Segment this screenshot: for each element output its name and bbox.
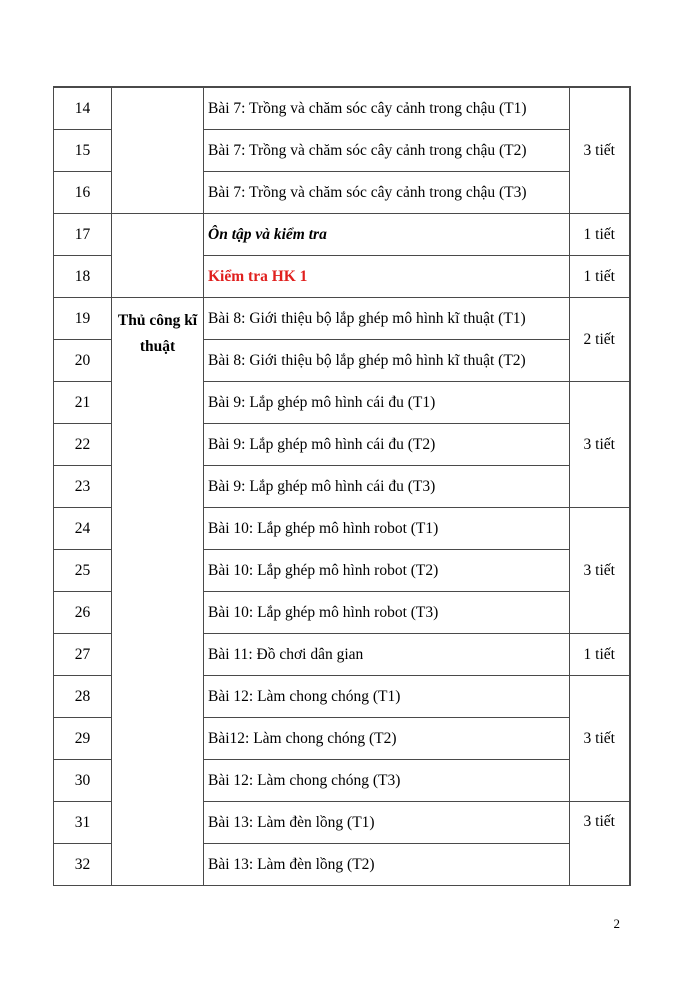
- duration-cell: 3 tiết: [570, 802, 630, 886]
- duration-cell: 3 tiết: [570, 508, 630, 634]
- duration-cell: 2 tiết: [570, 298, 630, 382]
- lesson-title: Bài 10: Lắp ghép mô hình robot (T2): [204, 550, 570, 592]
- lesson-number: 15: [54, 130, 112, 172]
- lesson-number: 18: [54, 256, 112, 298]
- page-number: 2: [613, 916, 620, 931]
- lesson-title: Ôn tập và kiểm tra: [204, 214, 570, 256]
- lesson-title: Bài 12: Làm chong chóng (T3): [204, 760, 570, 802]
- lesson-number: 16: [54, 172, 112, 214]
- lesson-title: Bài 11: Đồ chơi dân gian: [204, 634, 570, 676]
- lesson-number: 29: [54, 718, 112, 760]
- lesson-number: 32: [54, 844, 112, 886]
- lesson-title: Bài 10: Lắp ghép mô hình robot (T1): [204, 508, 570, 550]
- lesson-title: Bài 13: Làm đèn lồng (T2): [204, 844, 570, 886]
- lesson-plan-table: [53, 86, 631, 886]
- table-row: [54, 214, 630, 256]
- lesson-number: 26: [54, 592, 112, 634]
- lesson-title: Bài 13: Làm đèn lồng (T1): [204, 802, 570, 844]
- lesson-number: 23: [54, 466, 112, 508]
- duration-cell: 1 tiết: [570, 256, 630, 298]
- lesson-number: 22: [54, 424, 112, 466]
- lesson-number: 31: [54, 802, 112, 844]
- lesson-title: Bài 7: Trồng và chăm sóc cây cảnh trong chậu (T2): [204, 130, 570, 172]
- lesson-number: 25: [54, 550, 112, 592]
- topic-cell-empty: [112, 214, 204, 298]
- lesson-number: 28: [54, 676, 112, 718]
- lesson-number: 20: [54, 340, 112, 382]
- table-row: [54, 298, 630, 340]
- lesson-title: Bài 9: Lắp ghép mô hình cái đu (T2): [204, 424, 570, 466]
- topic-cell-empty: [112, 87, 204, 214]
- lesson-number: 21: [54, 382, 112, 424]
- duration-cell: 3 tiết: [570, 87, 630, 214]
- lesson-number: 27: [54, 634, 112, 676]
- lesson-title: Bài 12: Làm chong chóng (T1): [204, 676, 570, 718]
- lesson-number: 24: [54, 508, 112, 550]
- duration-cell: 1 tiết: [570, 634, 630, 676]
- lesson-number: 19: [54, 298, 112, 340]
- table-row: [54, 87, 630, 130]
- duration-cell: 1 tiết: [570, 214, 630, 256]
- lesson-title: Bài 9: Lắp ghép mô hình cái đu (T1): [204, 382, 570, 424]
- duration-cell: 3 tiết: [570, 676, 630, 802]
- lesson-title: Bài 9: Lắp ghép mô hình cái đu (T3): [204, 466, 570, 508]
- topic-cell: Thủ công kĩ thuật: [112, 298, 204, 886]
- lesson-title: Bài 7: Trồng và chăm sóc cây cảnh trong chậu (T1): [204, 87, 570, 130]
- lesson-title: Bài12: Làm chong chóng (T2): [204, 718, 570, 760]
- lesson-number: 30: [54, 760, 112, 802]
- lesson-title: Bài 8: Giới thiệu bộ lắp ghép mô hình kĩ thuật (T2): [204, 340, 570, 382]
- lesson-title: Bài 8: Giới thiệu bộ lắp ghép mô hình kĩ thuật (T1): [204, 298, 570, 340]
- lesson-title: Kiểm tra HK 1: [204, 256, 570, 298]
- lesson-title: Bài 7: Trồng và chăm sóc cây cảnh trong chậu (T3): [204, 172, 570, 214]
- lesson-number: 14: [54, 87, 112, 130]
- duration-cell: 3 tiết: [570, 382, 630, 508]
- lesson-number: 17: [54, 214, 112, 256]
- lesson-title: Bài 10: Lắp ghép mô hình robot (T3): [204, 592, 570, 634]
